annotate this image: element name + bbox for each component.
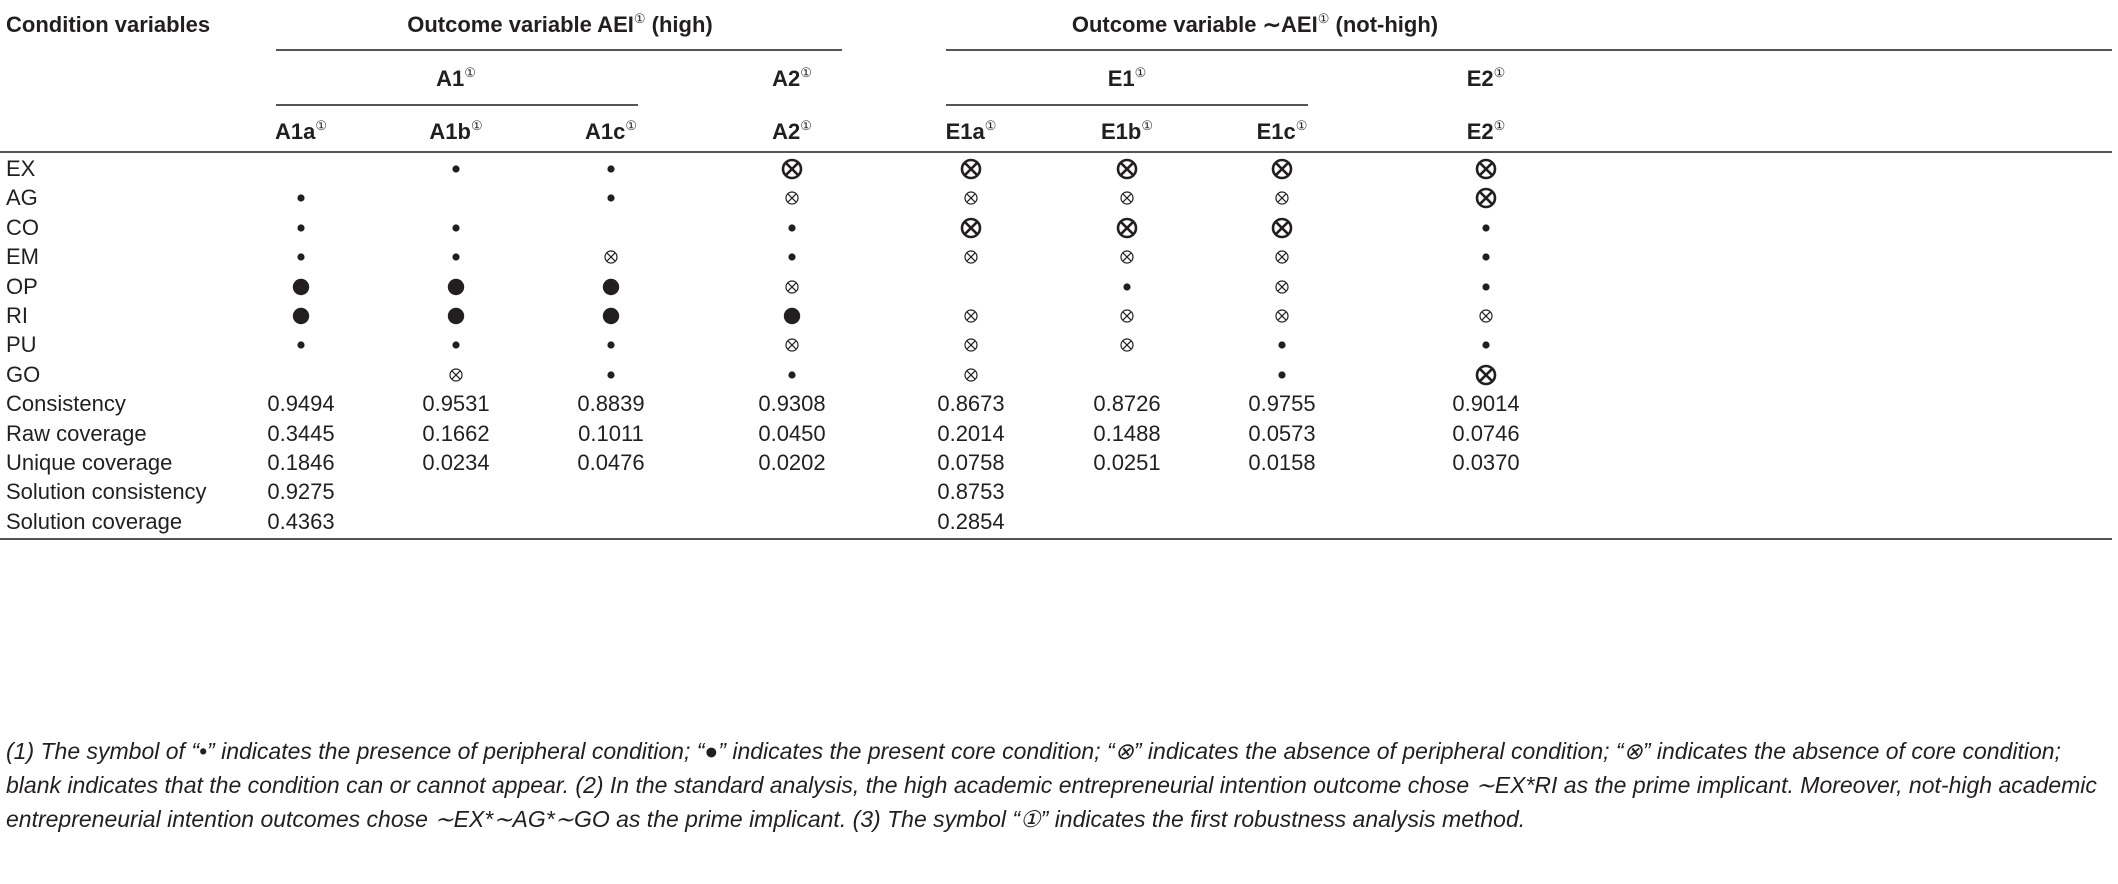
symbol-co-e1b xyxy=(1114,215,1140,241)
symbol-go-e1a xyxy=(958,362,984,388)
stat-cell: 0.0251 xyxy=(1093,450,1161,475)
column-header-e1a: E1a① xyxy=(945,118,997,144)
symbol-co-a1b xyxy=(443,215,469,241)
symbol-op-a1b xyxy=(443,274,469,300)
symbol-ri-a1b xyxy=(443,303,469,329)
subgroup-header-a2: A2① xyxy=(772,65,812,91)
stat-cell: 0.9308 xyxy=(758,391,826,417)
row-label-unique-coverage: Unique coverage xyxy=(6,450,173,475)
stat-cell: 0.1011 xyxy=(578,420,644,446)
stat-cell: 0.0450 xyxy=(758,420,826,446)
table-bottom-rule xyxy=(0,538,2112,540)
symbol-co-a1a xyxy=(288,215,314,241)
group-rule-high xyxy=(276,49,842,51)
solution-cell-high: 0.4363 xyxy=(267,508,335,534)
symbol-em-a2 xyxy=(779,244,805,270)
column-header-a1a: A1a① xyxy=(274,118,328,144)
group-header-low: Outcome variable ∼AEI① (not-high) xyxy=(1071,11,1439,37)
symbol-co-a2 xyxy=(779,215,805,241)
symbol-em-e2 xyxy=(1473,244,1499,270)
stat-cell: 0.8673 xyxy=(937,391,1005,417)
symbol-ri-a1a xyxy=(288,303,314,329)
stat-cell: 0.9531 xyxy=(422,391,490,417)
stat-cell: 0.0202 xyxy=(758,450,826,475)
group-rule-low xyxy=(946,49,2112,51)
row-label-ag: AG xyxy=(6,185,38,211)
solution-cell-high: 0.9275 xyxy=(267,479,335,505)
row-label-solution-consistency: Solution consistency xyxy=(6,479,207,505)
symbol-ag-a1a xyxy=(288,185,314,211)
column-header-a2: A2① xyxy=(772,118,812,144)
stat-cell: 0.9014 xyxy=(1452,391,1520,417)
row-label-em: EM xyxy=(6,244,39,270)
symbol-em-e1a xyxy=(958,244,984,270)
symbol-co-e2 xyxy=(1473,215,1499,241)
corner-header: Condition variables xyxy=(6,12,211,37)
stat-cell: 0.0476 xyxy=(577,450,645,475)
symbol-go-a1c xyxy=(598,362,624,388)
symbol-go-e2 xyxy=(1473,362,1499,388)
symbol-ri-e1b xyxy=(1114,303,1140,329)
symbol-pu-e1c xyxy=(1269,332,1295,358)
symbol-ex-a1c xyxy=(598,156,624,182)
row-label-co: CO xyxy=(6,214,39,240)
symbol-pu-e1a xyxy=(958,332,984,358)
symbol-op-e2 xyxy=(1473,274,1499,300)
symbol-pu-a1a xyxy=(288,332,314,358)
column-header-e2: E2① xyxy=(1466,118,1506,144)
stat-cell: 0.0234 xyxy=(422,450,490,475)
stat-cell: 0.1662 xyxy=(422,420,490,446)
symbol-co-e1a xyxy=(958,215,984,241)
column-header-a1b: A1b① xyxy=(429,118,483,144)
row-label-consistency: Consistency xyxy=(6,391,126,417)
symbol-ri-e1a xyxy=(958,303,984,329)
symbol-op-a2 xyxy=(779,274,805,300)
solution-cell-low: 0.2854 xyxy=(937,508,1005,534)
symbol-go-a2 xyxy=(779,362,805,388)
column-header-a1c: A1c① xyxy=(584,118,638,144)
column-header-e1b: E1b① xyxy=(1100,118,1154,144)
symbol-go-e1c xyxy=(1269,362,1295,388)
stat-cell: 0.8839 xyxy=(577,391,645,417)
symbol-ri-e1c xyxy=(1269,303,1295,329)
symbol-pu-a2 xyxy=(779,332,805,358)
symbol-ex-e1a xyxy=(958,156,984,182)
subgroup-header-e1: E1① xyxy=(1107,65,1147,91)
symbol-ag-a2 xyxy=(779,185,805,211)
symbol-ex-e1b xyxy=(1114,156,1140,182)
row-label-ri: RI xyxy=(6,303,28,328)
symbol-ag-a1c xyxy=(598,185,624,211)
symbol-op-a1a xyxy=(288,274,314,300)
symbol-em-a1b xyxy=(443,244,469,270)
subgroup-rule-a1 xyxy=(276,104,638,106)
symbol-ex-e2 xyxy=(1473,156,1499,182)
stat-cell: 0.0758 xyxy=(937,450,1005,475)
symbol-ex-e1c xyxy=(1269,156,1295,182)
stat-cell: 0.8726 xyxy=(1093,391,1161,417)
group-header-high: Outcome variable AEI① (high) xyxy=(407,11,713,37)
stat-cell: 0.1488 xyxy=(1093,420,1161,446)
symbol-ex-a2 xyxy=(779,156,805,182)
symbol-pu-a1b xyxy=(443,332,469,358)
stat-cell: 0.1846 xyxy=(267,450,335,475)
stat-cell: 0.9755 xyxy=(1248,391,1316,417)
symbol-pu-e2 xyxy=(1473,332,1499,358)
symbol-pu-a1c xyxy=(598,332,624,358)
row-label-raw-coverage: Raw coverage xyxy=(6,420,147,446)
symbol-ex-a1b xyxy=(443,156,469,182)
symbol-em-e1b xyxy=(1114,244,1140,270)
symbol-pu-e1b xyxy=(1114,332,1140,358)
symbol-ri-a1c xyxy=(598,303,624,329)
header-bottom-rule xyxy=(0,151,2112,153)
subgroup-header-e2: E2① xyxy=(1466,65,1506,91)
symbol-em-a1c xyxy=(598,244,624,270)
subgroup-rule-e1 xyxy=(946,104,1308,106)
solution-cell-low: 0.8753 xyxy=(937,479,1005,505)
stat-cell: 0.0573 xyxy=(1248,420,1316,446)
symbol-co-e1c xyxy=(1269,215,1295,241)
stat-cell: 0.2014 xyxy=(937,420,1005,446)
symbol-ag-e2 xyxy=(1473,185,1499,211)
row-label-pu: PU xyxy=(6,332,37,358)
table-footnote: (1) The symbol of “•” indicates the presence of peripheral condition; “●” indicates the present core condition; “⊗” indicates the absence of peripheral condition; “⊗” indicates the absence of core condition; blank indicates that the condition can or cannot appear. (2) In the standard analysis, the high academic entrepreneurial intention outcome chose ∼EX*RI as the prime implicant. Moreover, not-high academic entrepreneurial intention outcomes chose ∼EX*∼AG*∼GO as the prime implicant. (3) The symbol “①” indicates the first robustness analysis method. xyxy=(6,738,2097,832)
column-header-e1c: E1c① xyxy=(1256,118,1308,144)
stat-cell: 0.9494 xyxy=(267,391,335,417)
row-label-go: GO xyxy=(6,361,41,387)
symbol-go-a1b xyxy=(443,362,469,388)
stat-cell: 0.0370 xyxy=(1452,450,1520,475)
row-label-solution-coverage: Solution coverage xyxy=(6,508,183,534)
symbol-em-a1a xyxy=(288,244,314,270)
symbol-ag-e1a xyxy=(958,185,984,211)
symbol-ag-e1c xyxy=(1269,185,1295,211)
symbol-op-e1c xyxy=(1269,274,1295,300)
symbol-ri-e2 xyxy=(1473,303,1499,329)
symbol-op-a1c xyxy=(598,274,624,300)
stat-cell: 0.3445 xyxy=(267,420,335,446)
row-label-op: OP xyxy=(6,273,38,299)
subgroup-header-a1: A1① xyxy=(436,65,476,91)
symbol-ri-a2 xyxy=(779,303,805,329)
symbol-em-e1c xyxy=(1269,244,1295,270)
symbol-op-e1b xyxy=(1114,274,1140,300)
symbol-ag-e1b xyxy=(1114,185,1140,211)
stat-cell: 0.0158 xyxy=(1248,450,1316,475)
stat-cell: 0.0746 xyxy=(1452,420,1520,446)
row-label-ex: EX xyxy=(6,156,36,181)
